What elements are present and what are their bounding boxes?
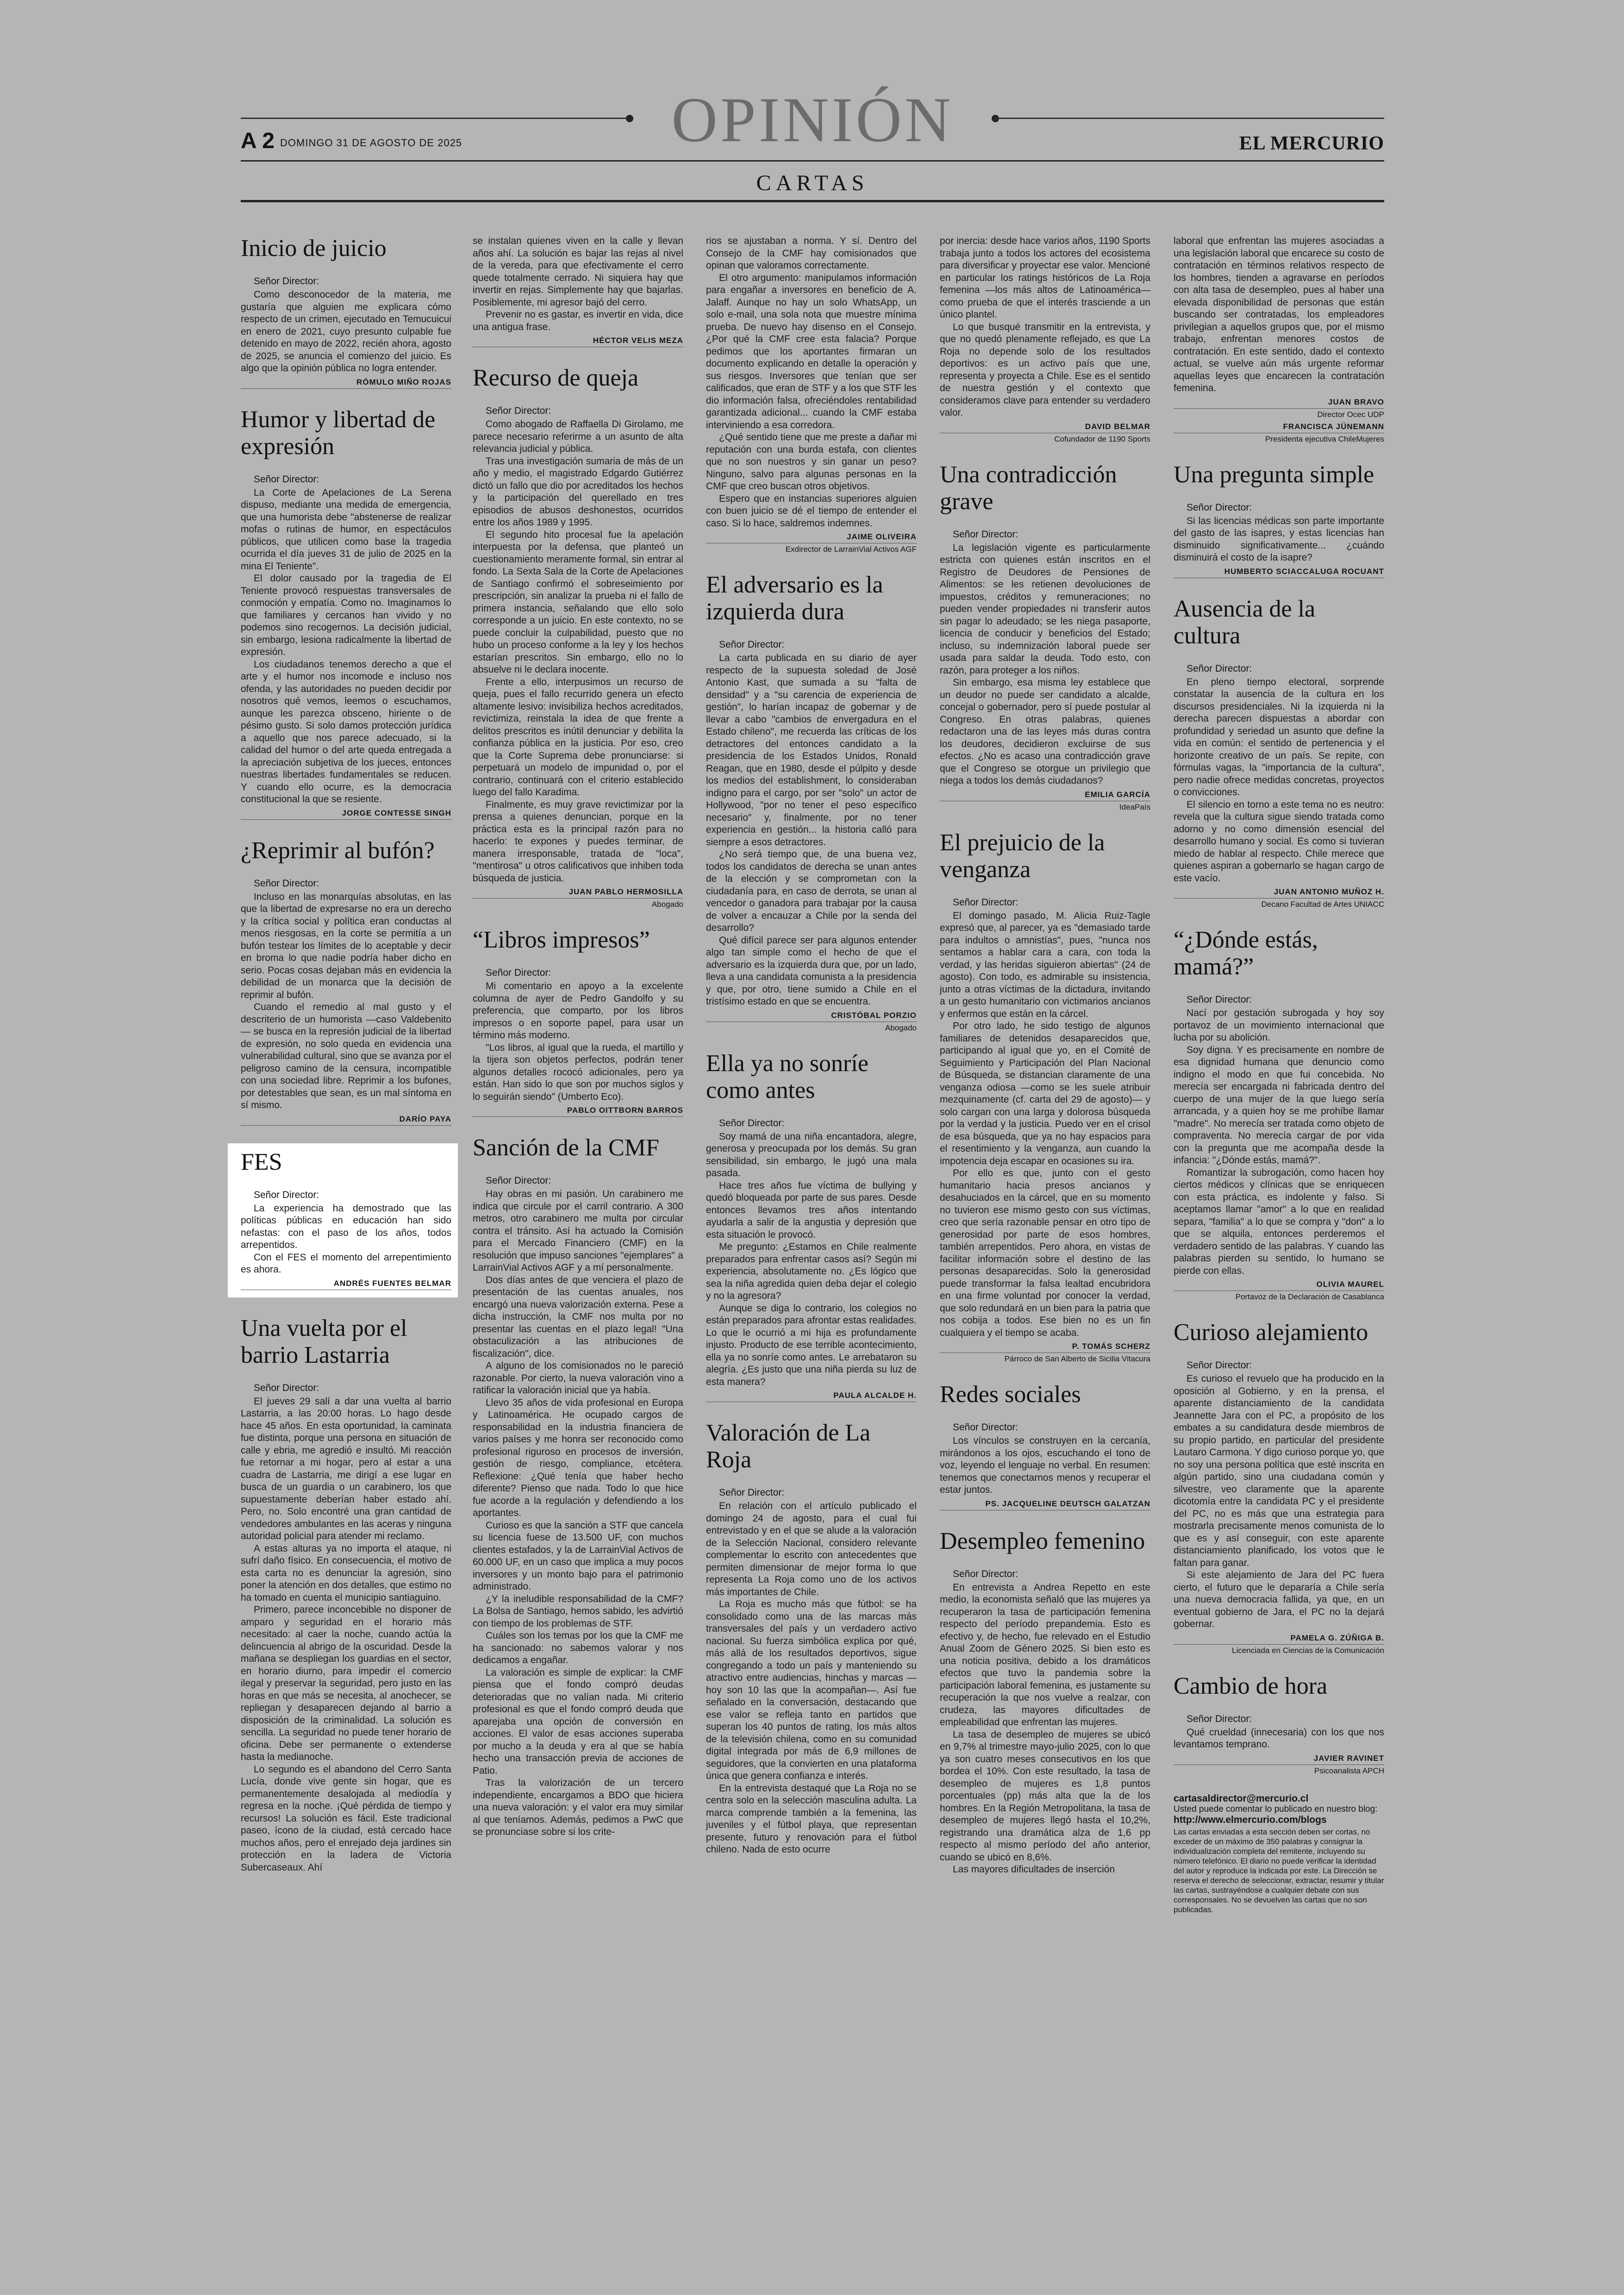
letter-signature: JAIME OLIVEIRA [706,532,917,543]
letter-paragraph: Los ciudadanos tenemos derecho a que el arte y el humor nos incomode e incluso nos ofenda, y las autoridades no pueden decidir por nosotros qué vemos, leemos o escuchamos, aunque les parezca obsceno, hiriente o de pésimo gusto. Si solo damos protección jurídica a aquello que nos parece adecuado, si la calidad del humor o del arte queda entregada a la apreciación subjetiva de los jueces, entonces nuestras libertades fundamentales se reducen. Y cuando ello ocurre, es la democracia constitucional la que se resiente. [241,659,451,804]
letter-signature: PS. JACQUELINE DEUTSCH GALATZAN [940,1499,1150,1510]
letter-title: El adversario es la izquierda dura [706,572,883,625]
letter [473,927,683,1117]
letter-author-role: Portavoz de la Declaración de Casablanca [1235,1292,1384,1301]
letter [1174,927,1384,1302]
letter-paragraph: Finalmente, es muy grave revictimizar por la prensa a quienes denuncian, porque en la práctica esta es la principal razón para no hacerlo: te expones y puedes terminar, de manera irresponsable, tratada de "loca", "mentirosa" u otros calificativos que inhiben toda búsqueda de justicia. [473,799,683,884]
letter-signature: PAULA ALCALDE H. [706,1391,917,1402]
letter [1174,1673,1384,1776]
letter [706,1420,917,1856]
letter-salutation: Señor Director: [254,474,319,485]
letter-author-role: Exdirector de LarrainVial Activos AGF [785,545,917,554]
subsection-title: CARTAS [756,171,869,195]
letter-title: Ella ya no sonríe como antes [706,1050,868,1104]
letter-paragraph: Frente a ello, interpusimos un recurso de queja, pues el fallo recurrido genera un efecto altamente lesivo: invisibiliza hechos acreditados, revictimiza, reinstala la idea de que frente a delitos prescritos es inútil denunciar y debilita la confianza pública en la justicia. Por eso, creo que la Corte Suprema debe pronunciarse: si perpetuará un modelo de impunidad o, por el contrario, continuará con el criterio establecido luego del fallo Karadima. [473,676,683,798]
letter-paragraph: La carta publicada en su diario de ayer respecto de la supuesta soledad de José Antonio Kast, que sumada a su "falta de densidad" y a "su carencia de experiencia de gestión", lo harían incapaz de gobernar y de llevar a cabo "cambios de envergadura en el Estado chileno", me recuerda las críticas de los detractores del entonces candidato a la presidencia de los Estados Unidos, Ronald Reagan, que en 1980, desde el púlpito y desde los medios del establishment, lo consideraban indigno para el cargo, por ser "solo" un actor de Hollywood, "por no tener el peso específico necesario" y, finalmente, por no tener experiencia en gestión... la historia calló para siempre a esos detractores. [706,653,917,848]
letter-salutation: Señor Director: [719,639,785,650]
contact-email[interactable]: cartasaldirector@mercurio.cl [1174,1793,1309,1804]
blog-link[interactable]: http://www.elmercurio.com/blogs [1174,1814,1327,1825]
letter-signature: DARÍO PAYA [241,1115,451,1126]
letter-title: Valoración de La Roja [706,1420,871,1473]
letter-paragraph: por inercia: desde hace varios años, 1190 Sports trabaja junto a todos los actores del ecosistema para diversificar y proyectar ese valor. Mencioné en particular los ratings históricos de La Roja femenina —los más altos de Latinoamérica— como prueba de que el interés trasciende a un único plantel. [940,236,1150,320]
section-title: OPINIÓN [671,84,954,155]
header-rule-left [241,118,630,119]
letter-highlighted [228,1143,458,1297]
letter-signature: PABLO OITTBORN BARROS [473,1106,683,1117]
letter-paragraph: Como desconocedor de la materia, me gustaría que alguien me explicara cómo respecto de un crimen, ejecutado en Temucuicui en enero de 2021, cuyo presunto culpable fue detenido en mayo de 2022, recién ahora, agosto de 2025, se anuncia el comienzo del juicio. Es algo que la opinión pública no logra entender. [241,289,451,374]
letter-signature: FRANCISCA JÜNEMANN [1174,422,1384,433]
letter-paragraph: Cuando el remedio al mal gusto y el descriterio de un humorista —caso Valdebenito— se busca en la represión judicial de la libertad de expresión, no solo queda en evidencia una vulnerabilidad cultural, sino que se avanza por el peligroso camino de la censura, incompatible con una sociedad libre. Reprimir a los bufones, por detestables que sean, es un mal síntoma en sí mismo. [241,1002,451,1110]
letter-paragraph: Hace tres años fue víctima de bullying y quedó bloqueada por parte de sus pares. Desde entonces llevamos tres años intentando ayudarla a salir de la angustia y depresión que esta situación le provocó. [706,1180,917,1240]
header-rule-bottom [241,200,1384,202]
letter-signature: DAVID BELMAR [940,422,1150,433]
letter-paragraph: Sin embargo, esa misma ley establece que un deudor no puede ser candidato a alcalde, concejal o gobernador, pero sí puede postular al Congreso. En otras palabras, quienes redactaron una de las leyes más duras contra los deudores, decidieron excluirse de sus efectos. ¿No es acaso una contradicción grave que el Congreso se otorgue un privilegio que niega a todos los demás ciudadanos? [940,677,1150,786]
letter-salutation: Señor Director: [254,878,319,889]
letter-author-role: Abogado [885,1023,917,1032]
letter-paragraph: El jueves 29 salí a dar una vuelta al barrio Lastarria, a las 20:00 horas. Lo hago desde hace 45 años. En esta oportunidad, la caminata fue distinta, porque una persona en situación de calle y ebria, me agredió e insultó. Mi reacción fue retornar a mi hogar, pero al estar a una cuadra de Lastarria, me dirigí a ese lugar en busca de un guardia o un carabinero, los que supuestamente deberían haber estado ahí. Pero, no. Solo encontré una gran cantidad de vendedores ambulantes en las aceras y ninguna autoridad policial para atender mi reclamo. [241,1396,451,1541]
letter-author-role: Licenciada en Ciencias de la Comunicación [1232,1646,1384,1655]
issue-date: DOMINGO 31 DE AGOSTO DE 2025 [280,137,462,149]
letter [940,461,1150,812]
letter-paragraph: rios se ajustaban a norma. Y sí. Dentro del Consejo de la CMF hay comisionados que opinan que valoramos correctamente. [706,236,917,271]
letter-paragraph: Hay obras en mi pasión. Un carabinero me indica que circule por el carril contrario. A 300 metros, otro carabinero me multa por circular contra el tránsito. Así ha actuado la Comisión para el Mercado Financiero (CMF) en la resolución que impuso sanciones "ejemplares" a LarrainVial Activos AGF y a mí personalmente. [473,1189,683,1273]
letter-paragraph: Por ello es que, junto con el gesto humanitario hacia presos ancianos y desahuciados en la cárcel, que en su momento no tuvieron ese mismo gesto con sus víctimas, creo que sería razonable pensar en otro tipo de generosidad por parte de esos hombres, también arrepentidos. Pero ahora, en vistas de facilitar información sobre el destino de las personas desaparecidas. Solo la generosidad puede transformar la falsa lealtad encubridora en una firme voluntad por conocer la verdad, que solo redundará en un bien para la patria que nos cobija a todos. Ese bien no es un fin cualquiera y el tiempo se acaba. [940,1168,1150,1338]
letter-salutation: Señor Director: [953,529,1018,540]
letter [940,1528,1150,1876]
letter-salutation: Señor Director: [254,1382,319,1393]
letter-paragraph: Lo que busqué transmitir en la entrevista, y que no quedó plenamente reflejado, es que La Roja no depende solo de los resultados deportivos: es un activo país que une, representa y proyecta a Chile. Ese es el sentido de nuestra gestión y el contexto que consideramos clave para entender su verdadero valor. [940,321,1150,418]
letter-title: Una pregunta simple [1174,461,1374,488]
letter-author-role: Psicoanalista APCH [1314,1766,1384,1775]
letter-signature: HÉCTOR VELIS MEZA [473,336,683,347]
letter-paragraph: Soy digna. Y es precisamente en nombre de esa dignidad humana que denuncio como indigno el modo en que fui concebida. No merecía ser encargada ni fabricada dentro del cuerpo de una mujer de la que luego sería arrancada, y a quien hoy se me prohíbe llamar "madre". No merecía ser tratada como objeto de compraventa. No merecía cargar de por vida con la pregunta que me acompaña desde la infancia: "¿Dónde estás, mamá?". [1174,1044,1384,1166]
column-2 [473,235,683,1856]
letter-paragraph: Dos días antes de que venciera el plazo de presentación de las cuentas anuales, nos encargó una nueva valorización externa. Pese a dicha instrucción, la CMF nos multa por no presentar las cuentas en el plazo legal! "Una obstaculización a las atribuciones de fiscalización", dice. [473,1274,683,1359]
letter-salutation: Señor Director: [254,1189,319,1200]
letter-paragraph: Lo segundo es el abandono del Cerro Santa Lucía, donde vive gente sin hogar, que es permanentemente desalojada al mediodía y regresa en la noche. ¡Qué pérdida de tiempo y recursos! La solución es fácil. Este tradicional paseo, ícono de la ciudad, está cercado hace muchos años, pero el enrejado deja jardines sin protección en la ladera de Victoria Subercaseaux. Ahí [241,1764,451,1873]
letter-paragraph: Aunque se diga lo contrario, los colegios no están preparados para afrontar estas realidades. Lo que le ocurrió a mi hija es profundamente injusto. Producto de ese terrible acontecimiento, ella ya no sonríe como antes. Le arrebataron su alegría. ¿Es justo que una niña pierda su luz de esta manera? [706,1303,917,1387]
letter-paragraph: El dolor causado por la tragedia de El Teniente provocó respuestas transversales de conmoción y empatía. Como no. Imaginamos lo que familiares y cercanos han vivido y no podemos sino recogernos. La decisión judicial, sin embargo, lesiona radicalmente la libertad de expresión. [241,573,451,657]
contact-info [1174,1793,1384,1915]
letter-paragraph: Prevenir no es gastar, es invertir en vida, dice una antigua frase. [473,309,683,332]
header-dot-left [626,115,633,122]
letter-salutation: Señor Director: [719,1117,785,1129]
letter-signature: OLIVIA MAUREL [1174,1280,1384,1291]
letter [706,572,917,1033]
letter [706,1050,917,1403]
letter [706,235,917,554]
letter-paragraph: A estas alturas ya no importa el ataque, ni sufrí daño físico. En consecuencia, el motivo de esta carta no es denunciar la agresión, sino poner la atención en dos detalles, que estimo no ha tomado en cuenta el municipio santiaguino. [241,1543,451,1603]
letter-salutation: Señor Director: [254,276,319,287]
letters-rules: Las cartas enviadas a esta sección deben ser cortas, no exceder de un máximo de 350 palabras y consignar la individualización completa del remitente, incluyendo su número telefónico. El diario no puede verificar la identidad del autor y reproduce la indicada por este. La Dirección se reserva el derecho de seleccionar, extractar, resumir y titular las cartas, sustrayéndose a cualquier debate con sus corresponsales. No se devuelven las cartas que no son publicadas. [1174,1827,1384,1914]
letter-paragraph: Espero que en instancias superiores alguien con buen juicio se dé el tiempo de entender el caso. Si lo hace, saldremos indemnes. [706,493,917,529]
letter-paragraph: A alguno de los comisionados no le pareció razonable. Por cierto, la nueva valoración vino a ratificar la valoración inicial que ya había. [473,1360,683,1396]
letter-title: Una contradicción grave [940,461,1117,515]
column-1 [241,235,451,1891]
letter [241,235,451,389]
letter-title: Inicio de juicio [241,235,387,262]
letter [1174,596,1384,910]
letter-title: Una vuelta por el barrio Lastarria [241,1315,407,1368]
letter-author-role: Presidenta ejecutiva ChileMujeres [1265,434,1384,443]
letter-salutation: Señor Director: [1187,663,1252,674]
newspaper-name: EL MERCURIO [1239,133,1384,154]
letter-signature: JUAN BRAVO [1174,398,1384,409]
letter-paragraph: Por otro lado, he sido testigo de algunos familiares de detenidos desaparecidos que, participando al igual que yo, en el Comité de Seguimiento y Participación del Plan Nacional de Búsqueda, se distancian claramente de una venganza odiosa —como se les suele atribuir mezquinamente (cf. carta del 29 de agosto)— y solo cargan con una larga y dolorosa búsqueda por la verdad y la justicia. Puedo ver en el crisol de esa búsqueda, que ya no hay espacios para el resentimiento y la venganza, aun cuando la impotencia deja escapar en ocasiones su ira. [940,1021,1150,1166]
letter-author-role: Abogado [651,900,683,909]
letter-paragraph: La legislación vigente es particularmente estricta con quienes están inscritos en el Registro de Deudores de Pensiones de Alimentos: se les retienen devoluciones de impuestos, créditos y remuneraciones; no pueden vender propiedades ni transferir autos sin pagar lo adeudado; se les niega pasaporte, licencia de conducir y beneficios del Estado; incluso, su indemnización laboral puede ser usada para saldar la deuda. Todo esto, con razón, para proteger a los niños. [940,542,1150,676]
page-number: A 2 [241,129,275,153]
letter [940,829,1150,1364]
letter [473,365,683,909]
letter-salutation: Señor Director: [1187,1360,1252,1371]
letter-title: ¿Reprimir al bufón? [241,837,435,864]
letter-signature: HUMBERTO SCIACCALUGA ROCUANT [1174,567,1384,578]
header-rule-top [241,160,1384,162]
letter-paragraph: Cuáles son los temas por los que la CMF me ha sancionado: no sabemos valorar y nos dedicamos a engañar. [473,1630,683,1665]
letter [1174,235,1384,444]
letter-signature: ANDRÉS FUENTES BELMAR [241,1279,451,1290]
letter-paragraph: ¿Qué sentido tiene que me preste a dañar mi reputación con una burda estafa, con clientes que no son nuestros y sin ganar un peso? Ninguno, salvo para algunas personas en la CMF que creo buscan otros objetivos. [706,432,917,492]
letter-paragraph: Llevo 35 años de vida profesional en Europa y Latinoamérica. He ocupado cargos de responsabilidad en la industria financiera de varios países y me honra ser reconocido como profesional riguroso en procesos de inversión, gestión de riesgo, compliance, etcétera. Reflexione: ¿Qué tenía que haber hecho diferente? Pienso que nada. Todo lo que hice fue acorde a la regulación y defendiendo a los aportantes. [473,1397,683,1518]
letter-paragraph: Primero, parece inconcebible no disponer de amparo y seguridad en el horario más necesitado: al caer la noche, cuando actúa la delincuencia al abrigo de la oscuridad. Desde la mañana se despliegan los guardias en el sector, en horario diurno, para impedir el comercio ilegal y preservar la seguridad, pero justo en las horas en que más se necesita, al anochecer, se repliegan y desaparecen dejando al barrio a disposición de la criminalidad. La solución es sencilla. La seguridad no puede tener horario de oficina. Debe ser permanente o extenderse hasta la medianoche. [241,1604,451,1762]
letter-title: Curioso alejamiento [1174,1319,1368,1346]
letter-title: El prejuicio de la venganza [940,829,1105,883]
letter-title: Humor y libertad de expresión [241,406,436,460]
letter-paragraph: La valoración es simple de explicar: la CMF piensa que el fondo compró deudas deterioradas que no valían nada. Mi criterio profesional es que el fondo compró deuda que aparejaba una opción de conversión en acciones. El valor de esas acciones superaba por mucho a la deuda y era al que se había hecho una transacción previa de acciones de Patio. [473,1667,683,1776]
letter-salutation: Señor Director: [719,1487,785,1498]
letter [1174,1319,1384,1655]
letter-paragraph: El domingo pasado, M. Alicia Ruiz-Tagle expresó que, al parecer, ya es "demasiado tarde para indultos o amnistías", pues, "nunca nos sentamos a hablar cara a cara, con toda la verdad, y las heridas siguieron abiertas" (24 de agosto). Con todo, es admirable su insistencia, junto a otras víctimas de la dictadura, invitando a un gesto humanitario con victimarios ancianos y enfermos que están en la cárcel. [940,910,1150,1019]
letter-salutation: Señor Director: [953,897,1018,908]
letter-paragraph: Los vínculos se construyen en la cercanía, mirándonos a los ojos, escuchando el tono de voz, leyendo el lenguaje no verbal. En resumen: tenemos que conectarnos menos y recuperar el estar juntos. [940,1435,1150,1495]
letter-signature: CRISTÓBAL PORZIO [706,1011,917,1022]
letter [473,1135,683,1839]
letter-salutation: Señor Director: [1187,502,1252,513]
letter [241,1315,451,1874]
letter-paragraph: La Corte de Apelaciones de La Serena dispuso, mediante una medida de emergencia, que una humorista debe "abstenerse de realizar mofas o rutinas de humor, en espectáculos públicos, que utilicen como base la tragedia ocurrida el día jueves 31 de julio de 2025 en la mina El Teniente". [241,487,451,572]
letter-paragraph: ¿Y la ineludible responsabilidad de la CMF? La Bolsa de Santiago, hemos sabido, les advirtió con tiempo de los problemas de STF. [473,1593,683,1629]
letter-paragraph: En la entrevista destaqué que La Roja no se centra solo en la selección masculina adulta. La marca comprende también a la femenina, las juveniles y el fútbol playa, que representan presente, futuro y renovación para el fútbol chileno. Nada de esto ocurre [706,1783,917,1855]
letter-paragraph: Qué crueldad (innecesaria) con los que nos levantamos temprano. [1174,1727,1384,1750]
letter-signature: RÓMULO MIÑO ROJAS [241,378,451,389]
letter-paragraph: Las mayores dificultades de inserción [953,1864,1115,1875]
letter-title: Ausencia de la cultura [1174,595,1316,649]
letter [241,837,451,1126]
letter-paragraph: Qué difícil parece ser para algunos entender algo tan simple como el hecho de que el adversario es la izquierda dura que, por un lado, lleva a una candidata comunista a la presidencia y que, por otro, tiene sumido a Chile en el tristísimo estado en que se encuentra. [706,935,917,1007]
letter-author-role: Párroco de San Alberto de Sicilia Vitacura [1004,1354,1150,1363]
letter-paragraph: se instalan quienes viven en la calle y llevan años ahí. La solución es bajar las rejas al nivel de la vereda, para que efectivamente el cerro quede totalmente cerrado. Ni siquiera hay que invertir en rejas. Simplemente hay que bajarlas. Posiblemente, mi agresor bajó del cerro. [473,236,683,308]
letter [473,235,683,347]
letter-title: Desempleo femenino [940,1528,1145,1554]
letter-signature: JUAN ANTONIO MUÑOZ H. [1174,887,1384,898]
letter-author-role: IdeaPaís [1119,802,1150,811]
letter-paragraph: Como abogado de Raffaella Di Girolamo, me parece necesario referirme a un asunto de alta relevancia judicial y pública. [473,419,683,454]
letter-paragraph: Romantizar la subrogación, como hacen hoy ciertos médicos y clínicas que se enriquecen con esta práctica, es indolente y falso. Si aceptamos llamar "amor" a lo que en realidad separa, "familia" a lo que se compra y "don" a lo que se alquila, entonces perderemos el verdadero sentido de las palabras. Y cuando las palabras pierden su sentido, lo humano se pierde con ellas. [1174,1167,1384,1276]
letter [241,406,451,820]
letter-salutation: Señor Director: [953,1568,1018,1579]
header-rule-right [995,118,1384,119]
letter-paragraph: Me pregunto: ¿Estamos en Chile realmente preparados para enfrentar casos así? Según mi experiencia, absolutamente no. ¿Es lógico que sea la niña agredida quien deba dejar el colegio y no la agresora? [706,1241,917,1301]
letter-paragraph: En entrevista a Andrea Repetto en este medio, la economista señaló que las mujeres ya recuperaron la tasa de participación femenina respecto del período prepandemia. Esto es efectivo y, de hecho, fue relevado en el Estudio Anual Zoom de Género 2025. Si bien esto es una noticia positiva, debido a los dramáticos efectos que tuvo la pandemia sobre la participación laboral femenina, es justamente su recuperación la que nos vuelve a realzar, con crudeza, las mayores dificultades de empleabilidad que enfrentan las mujeres. [940,1582,1150,1727]
column-3 [706,235,917,1874]
letter-paragraph: La tasa de desempleo de mujeres se ubicó en 9,7% al trimestre mayo-julio 2025, con lo que ya son cuatro meses consecutivos en los que bordea el 10%. Con este resultado, la tasa de desempleo de mujeres es 1,8 puntos porcentuales (pp) más alta que la de los hombres. En la Región Metropolitana, la tasa de desempleo de mujeres llegó hasta el 10,2%, registrando una dramática alza de 1,6 pp respecto al mismo período del año anterior, cuando se ubicó en 8,6%. [940,1729,1150,1863]
letter-paragraph: En relación con el artículo publicado el domingo 24 de agosto, para el cual fui entrevistado y en el que se alude a la valoración de la Selección Nacional, considero relevante complementar lo escrito con antecedentes que permiten dimensionar de mejor forma lo que representa La Roja como uno de los activos más importantes de Chile. [706,1501,917,1597]
letter-paragraph: Incluso en las monarquías absolutas, en las que la libertad de expresarse no era un derecho y la crítica social y política eran conductas al menos riesgosas, en la corte se permitía a un bufón testear los límites de lo aceptable y decir en broma lo que nadie podría haber dicho en serio. Pocas cosas dejaban más en evidencia la debilidad de un monarca que la decisión de reprimir al bufón. [241,891,451,1000]
letter-salutation: Señor Director: [1187,994,1252,1005]
letter-paragraph: La experiencia ha demostrado que las políticas públicas en educación han sido nefastas: con el paso de los años, todos arrepentidos. [241,1203,451,1250]
letter-title: Redes sociales [940,1381,1081,1408]
letter-paragraph: Tras la valorización de un tercero independiente, encargamos a BDO que hiciera una nueva valoración: y el valor era muy similar al que teníamos. Además, pedimos a PwC que se pronunciase sobre si los crite- [473,1777,683,1837]
letter-paragraph: Curioso es que la sanción a STF que cancela su licencia fuese de 13.500 UF, con muchos clientes estafados, y la de LarrainVial Activos de 60.000 UF, en un caso que implica a muy pocos inversores y un monto bajo para el patrimonio administrado. [473,1520,683,1592]
letter-title: Recurso de queja [473,365,639,391]
letter-paragraph: Si las licencias médicas son parte importante del gasto de las isapres, y estas licencias han disminuido significativamente... ¿cuándo disminuirá el costo de la isapre? [1174,515,1384,563]
letter-paragraph: Tras una investigación sumaria de más de un año y medio, el magistrado Edgardo Gutiérrez dictó un fallo que dio por acreditados los hechos y la participación del querellado en tres episodios de abusos deshonestos, ocurridos entre los años 1989 y 1995. [473,455,683,528]
letter-title: “Libros impresos” [473,927,650,953]
letter-salutation: Señor Director: [486,405,551,416]
letter-signature: JORGE CONTESSE SINGH [241,809,451,820]
letter [940,235,1150,444]
letter-signature: JUAN PABLO HERMOSILLA [473,887,683,898]
letter-paragraph: laboral que enfrentan las mujeres asociadas a una legislación laboral que encarece su costo de contratación en términos relativos respecto de los hombres, tienden a agravarse en períodos con alta tasa de desempleo, pues al haber una elevada disponibilidad de personas que están buscando ser contratadas, los empleadores privilegian a aquellos grupos que, por el mismo trabajo, enfrentan menores costos de contratación. En este sentido, dado el contexto actual, se vuelve aún más urgente reformar aquellas leyes que encarecen la contratación femenina. [1174,236,1384,393]
column-5 [1174,235,1384,1915]
letter-signature: JAVIER RAVINET [1174,1754,1384,1765]
letter-author-role: Director Ocec UDP [1317,410,1384,419]
letter-salutation: Señor Director: [1187,1713,1252,1724]
column-4 [940,235,1150,1894]
letter-paragraph: Con el FES el momento del arrepentimiento es ahora. [241,1252,451,1275]
letter-paragraph: Es curioso el revuelo que ha producido en la oposición al Gobierno, y en la prensa, el aparente distanciamiento de la candidata Jeannette Jara con el PC, a propósito de los embates a su candidatura desde miembros de su propio partido, en particular del presidente Lautaro Carmona. Y digo curioso porque yo, que no soy una persona política que esté inscrita en algún partido, sino una ciudadana común y silvestre, veo claramente que la aparente dicotomía entre la candidata PC y el presidente del PC, no es más que una estrategia para mostrarla precisamente menos comunista de lo que es y así conseguir, con este aparente distanciamiento planificado, los votos que le faltan para ganar. [1174,1373,1384,1568]
letter-signature: PAMELA G. ZÚÑIGA B. [1174,1634,1384,1645]
letter-signature: EMILIA GARCÍA [940,790,1150,801]
letter-paragraph: La Roja es mucho más que fútbol: se ha consolidado como una de las marcas más transversales del país y un verdadero activo nacional. Su fuerza simbólica explica por qué, más allá de los resultados deportivos, sigue congregando a todo un país y manteniendo su atractivo entre audiencias, hinchas y marcas —hoy son 10 las que la acompañan—. Así fue señalado en la conversación, destacando que ese valor se refleja tanto en partidos que superan los 40 puntos de rating, los más altos de la televisión chilena, como en su comunidad digital integrada por más de 6,9 millones de seguidores, que la convierten en una plataforma única que genera confianza e interés. [706,1599,917,1781]
letter-title: “¿Dónde estás, mamá?” [1174,927,1318,980]
letter-paragraph: El silencio en torno a este tema no es neutro: revela que la cultura sigue siendo tratada como adorno y no como dimensión esencial del desarrollo humano y social. Es como si tuvieran miedo de hablar al respecto. Chile merece que quienes aspiran a gobernarlo se hagan cargo de este vacío. [1174,799,1384,884]
letter-author-role: Decano Facultad de Artes UNIACC [1261,900,1384,909]
letter [940,1381,1150,1510]
letter-paragraph: Mi comentario en apoyo a la excelente columna de ayer de Pedro Gandolfo y su preferencia, que comparto, por los libros impresos o en soporte papel, para usar un término más moderno. [473,981,683,1041]
letter-paragraph: El otro argumento: manipulamos información para engañar a inversores en beneficio de A. Jalaff. Aunque no hay un solo WhatsApp, un solo e-mail, una sola nota que muestre mínima prueba. De nuevo hay disenso en el Consejo. ¿Por qué la CMF cree esta falacia? Porque pedimos que los aportantes firmaran un documento explicando en detalle la operación y sus riesgos. Inversores que tenían que ser calificados, que eran de STF y a los que STF les dio información falsa, ofreciéndoles rentabilidad garantizada adicional... cuando la CMF estaba interviniendo a esa corredora. [706,272,917,430]
letter-paragraph: ¿No será tiempo que, de una buena vez, todos los candidatos de derecha se unan antes de la elección y se comprometan con la ciudadanía para, en caso de derrota, se unan al vencedor o ganadora para trabajar por la causa de volver a encauzar a Chile por la senda del desarrollo? [706,849,917,933]
letter-paragraph: Nací por gestación subrogada y hoy soy portavoz de un movimiento internacional que lucha por su abolición. [1174,1008,1384,1043]
letter-salutation: Señor Director: [953,1422,1018,1433]
letter-paragraph: "Los libros, al igual que la rueda, el martillo y la tijera son objetos perfectos, podrán tener algunos detalles rococó adicionales, pero ya están. Han sido lo que son por muchos siglos y lo seguirán siendo" (Umberto Eco). [473,1042,683,1102]
letter-title: Cambio de hora [1174,1672,1328,1699]
letter-title: Sanción de la CMF [473,1135,659,1161]
letter-author-role: Cofundador de 1190 Sports [1054,434,1150,443]
letter [1174,461,1384,578]
letter-paragraph: Si este alejamiento de Jara del PC fuera cierto, el futuro que le depararía a Chile sería una nueva democracia fallida, ya que, en un eventual gobierno de Jara, el PC no la dejará gobernar. [1174,1570,1384,1629]
letter-paragraph: El segundo hito procesal fue la apelación interpuesta por la defensa, que planteó un cuestionamiento meramente formal, sin entrar al fondo. La Sexta Sala de la Corte de Apelaciones de Santiago confirmó el sobreseimiento por prescripción, sin analizar la prueba ni el fallo de primera instancia, señalando que ello solo corresponde a un juicio. En este contexto, no se puede concluir la culpabilidad, puesto que no hubo un proceso conforme a la ley y los hechos estarían prescritos. Sin embargo, ello no lo absuelve ni le declara inocente. [473,529,683,675]
blog-intro: Usted puede comentar lo publicado en nuestro blog: [1174,1804,1378,1814]
letter-title: FES [241,1148,282,1175]
letter-signature: P. TOMÁS SCHERZ [940,1342,1150,1353]
letter-salutation: Señor Director: [486,967,551,978]
letter-salutation: Señor Director: [486,1175,551,1186]
letter-paragraph: Soy mamá de una niña encantadora, alegre, generosa y preocupada por los demás. Su gran sensibilidad, sin embargo, le jugó una mala pasada. [706,1131,917,1179]
letter-paragraph: En pleno tiempo electoral, sorprende constatar la ausencia de la cultura en los discursos presidenciales. Ni la izquierda ni la derecha parecen dispuestas a abordar con profundidad y seriedad un asunto que define la vida en común: el sentido de pertenencia y el horizonte creativo de un país. Se repite, con fórmulas vagas, la "importancia de la cultura", pero nadie ofrece medidas concretas, proyectos o convicciones. [1174,676,1384,798]
